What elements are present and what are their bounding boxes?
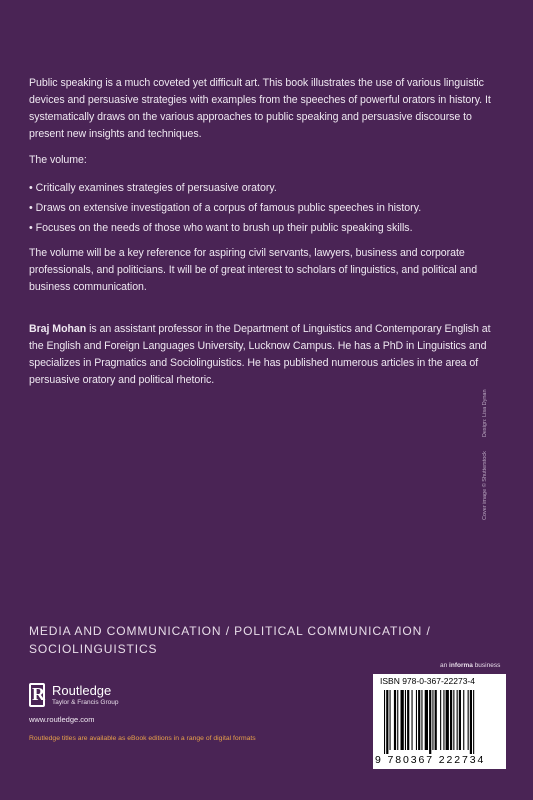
barcode-bar — [418, 690, 420, 750]
image-credits — [482, 389, 488, 520]
barcode-bar — [453, 690, 454, 750]
barcode-bar — [463, 690, 464, 750]
isbn-label: ISBN 978-0-367-22273-4 — [380, 676, 475, 686]
routledge-logo — [29, 681, 179, 711]
feature-item: • Critically examines strategies of persuasive oratory. — [29, 180, 509, 197]
barcode-bar — [440, 690, 441, 750]
barcode-bar — [443, 690, 444, 750]
feature-item: • Focuses on the needs of those who want to brush up their public speaking skills. — [29, 220, 509, 237]
publisher-name: Routledge — [52, 683, 112, 698]
barcode-bar — [432, 690, 433, 750]
author-bio — [29, 321, 507, 389]
barcode-bar — [416, 690, 417, 750]
barcode-bar — [435, 690, 437, 750]
informa-suffix: business — [472, 662, 501, 669]
author-bio-text: is an assistant professor in the Department of Linguistics and Contemporary English at the English and Foreign Languages University, Lucknow Campus. He has a PhD in Linguistics and specializes in Pragmatics and Sociolinguistics. He has published numerous articles in the area of persuasive oratory and political rhetoric. — [29, 323, 491, 386]
barcode-bar — [425, 690, 428, 750]
blurb-paragraph-1: Public speaking is a much coveted yet difficult art. This book illustrates the use of various linguistic devices and persuasive strategies with examples from the speeches of powerful orators in history. It systematically draws on the various approaches to public speaking and persuasive discourse to present new insights and techniques. — [29, 77, 491, 140]
publisher-group: Taylor & Francis Group — [52, 699, 119, 706]
barcode-bar — [384, 690, 385, 754]
barcode-bar — [473, 690, 474, 754]
barcode-bar — [468, 690, 469, 750]
isbn-barcode — [373, 674, 506, 769]
barcode-bar — [405, 690, 406, 750]
feature-item: • Draws on extensive investigation of a corpus of famous public speeches in history. — [29, 200, 509, 217]
barcode-bar — [390, 690, 391, 750]
publisher-website: www.routledge.com — [29, 715, 95, 724]
author-name: Braj Mohan — [29, 323, 87, 335]
barcode-bar — [386, 690, 388, 754]
barcode-bar — [412, 690, 413, 750]
barcode-bar — [457, 690, 458, 750]
barcode-bar — [421, 690, 422, 750]
informa-tagline — [440, 662, 500, 669]
routledge-r-icon — [29, 683, 45, 707]
cover-image-credit: Cover image © Shutterstock — [482, 451, 488, 520]
barcode-bar — [397, 690, 398, 750]
barcode-bar — [450, 690, 452, 750]
blurb-paragraph-3: The volume will be a key reference for aspiring civil servants, lawyers, business and corporate professionals, and politicians. It will be of great interest to scholars of linguistics, and political and business communication. — [29, 247, 478, 293]
barcode-bar — [429, 690, 431, 754]
barcode-bar — [459, 690, 461, 750]
ebook-availability-note: Routledge titles are available as eBook editions in a range of digital formats — [29, 735, 256, 742]
blurb-paragraph-2: The volume: — [29, 154, 87, 166]
barcode-bar — [401, 690, 404, 750]
design-credit: Design: Lisa Dynan — [482, 389, 488, 438]
barcode-bars-icon — [384, 690, 498, 754]
barcode-bar — [470, 690, 472, 754]
informa-prefix: an — [440, 662, 450, 669]
feature-list — [29, 180, 509, 240]
barcode-bar — [446, 690, 449, 750]
informa-word: informa — [449, 662, 473, 669]
barcode-digits: 9 780367 222734 — [375, 754, 486, 766]
barcode-bar — [394, 690, 396, 750]
barcode-bar — [407, 690, 409, 750]
subject-categories: MEDIA AND COMMUNICATION / POLITICAL COMMUNICATION / SOCIOLINGUISTICS — [29, 624, 431, 656]
